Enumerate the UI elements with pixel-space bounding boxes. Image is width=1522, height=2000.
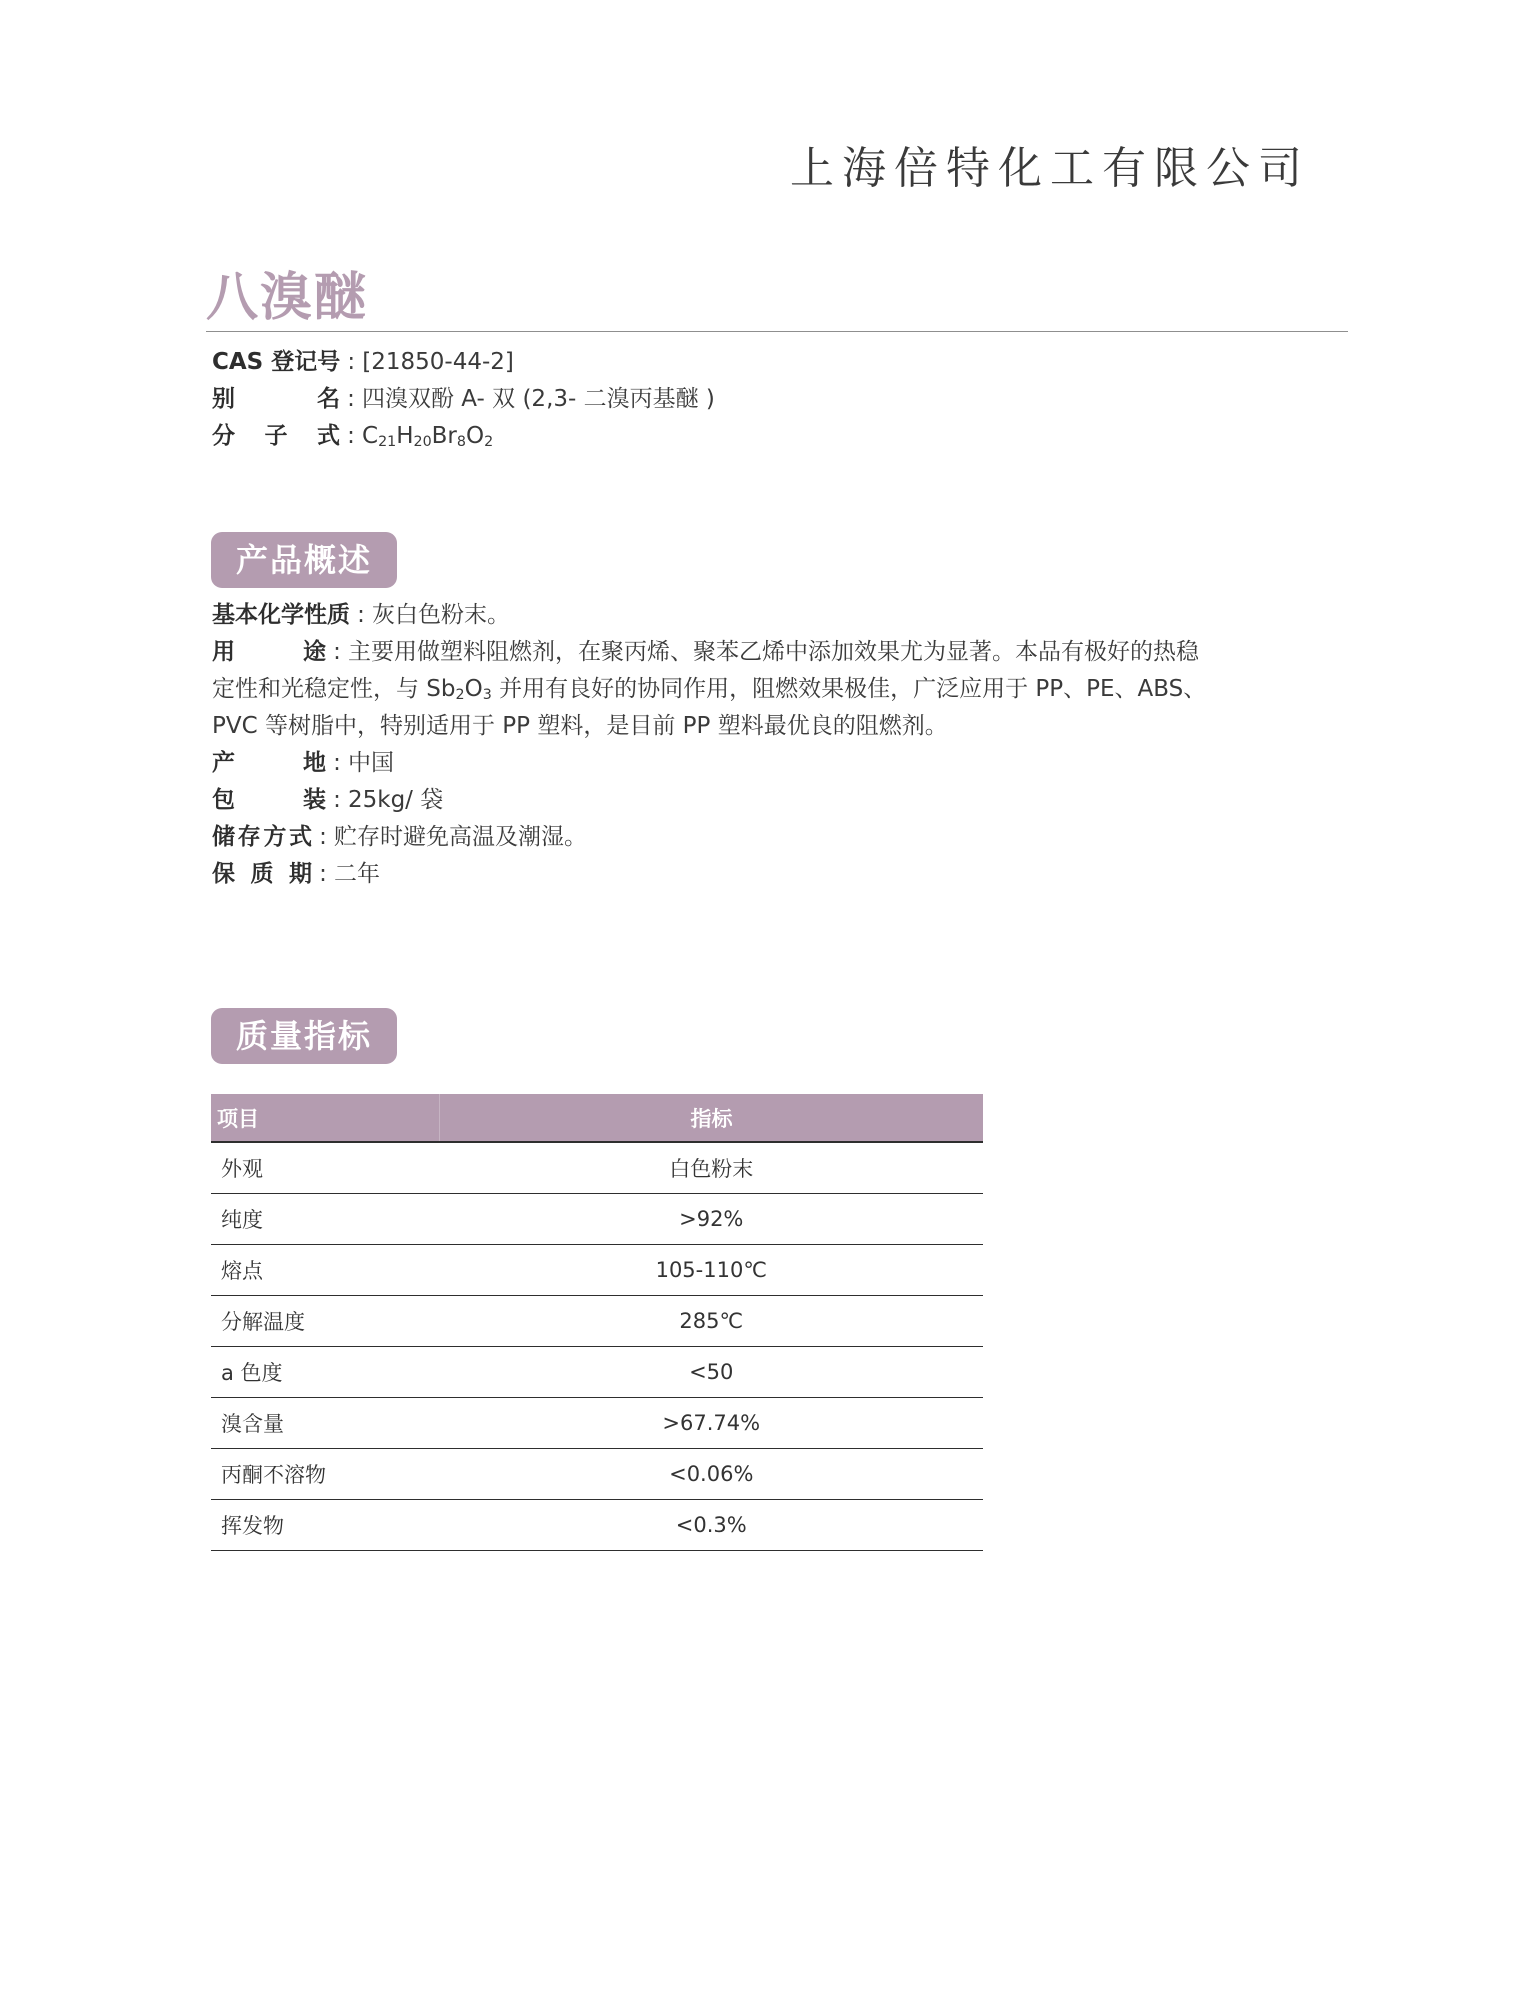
colon: : <box>347 423 355 449</box>
title-divider <box>206 331 1348 332</box>
table-row <box>211 1296 983 1347</box>
use-line-2 <box>212 671 1272 708</box>
colon: : <box>333 750 341 776</box>
alias-label: 别名 <box>212 386 340 412</box>
origin-value: 中国 <box>348 750 394 776</box>
table-row <box>211 1449 983 1500</box>
table-row <box>211 1398 983 1449</box>
row-spec: 285℃ <box>440 1296 984 1347</box>
formula-br: Br <box>431 423 457 449</box>
use-line-2-b: O <box>464 676 483 702</box>
row-spec: >67.74% <box>440 1398 984 1449</box>
properties-value: 灰白色粉末。 <box>372 602 510 628</box>
row-spec: 白色粉末 <box>440 1142 984 1194</box>
formula-c: C <box>362 423 379 449</box>
row-item: 纯度 <box>211 1194 440 1245</box>
formula-row <box>212 418 715 455</box>
cas-label: CAS 登记号 <box>212 349 341 375</box>
use-line-2-a: 定性和光稳定性，与 Sb <box>212 676 456 702</box>
formula-o-count: 2 <box>484 434 494 450</box>
formula-br-count: 8 <box>456 434 466 450</box>
formula-h-count: 20 <box>413 434 432 450</box>
properties-label: 基本化学性质 <box>212 602 350 628</box>
row-spec: <50 <box>440 1347 984 1398</box>
quality-table <box>211 1094 983 1551</box>
product-title: 八溴醚 <box>206 268 369 328</box>
use-line-2-sub-2: 3 <box>482 687 492 703</box>
shelf-row <box>212 856 1272 893</box>
table-row <box>211 1245 983 1296</box>
colon: : <box>347 386 355 412</box>
origin-row <box>212 745 1272 782</box>
company-name: 上海倍特化工有限公司 <box>790 143 1310 194</box>
use-label: 用途 <box>212 639 326 665</box>
properties-row <box>212 597 1272 634</box>
row-item: 丙酮不溶物 <box>211 1449 440 1500</box>
row-spec: <0.3% <box>440 1500 984 1551</box>
table-row <box>211 1500 983 1551</box>
table-header-row <box>211 1094 983 1142</box>
use-line-2-c: 并用有良好的协同作用，阻燃效果极佳，广泛应用于 PP、PE、ABS、 <box>491 676 1207 702</box>
product-meta <box>212 344 715 455</box>
colon: : <box>333 787 341 813</box>
table-row <box>211 1142 983 1194</box>
row-item: 熔点 <box>211 1245 440 1296</box>
packaging-label: 包装 <box>212 787 326 813</box>
header-spec: 指标 <box>440 1094 984 1142</box>
colon: : <box>319 861 327 887</box>
origin-label: 产地 <box>212 750 326 776</box>
shelf-label: 保质期 <box>212 861 312 887</box>
alias-row <box>212 381 715 418</box>
row-item: 溴含量 <box>211 1398 440 1449</box>
storage-label: 储存方式 <box>212 824 312 850</box>
formula-value <box>362 423 493 449</box>
row-spec: >92% <box>440 1194 984 1245</box>
colon: : <box>347 349 356 375</box>
row-item: a 色度 <box>211 1347 440 1398</box>
colon: : <box>357 602 365 628</box>
packaging-value: 25kg/ 袋 <box>348 787 444 813</box>
quality-heading: 质量指标 <box>211 1008 397 1064</box>
row-spec: <0.06% <box>440 1449 984 1500</box>
colon: : <box>333 639 341 665</box>
use-row <box>212 634 1272 671</box>
use-line-2-sub-1: 2 <box>455 687 465 703</box>
colon: : <box>319 824 327 850</box>
row-item: 外观 <box>211 1142 440 1194</box>
formula-label: 分子式 <box>212 423 340 449</box>
table-row <box>211 1347 983 1398</box>
table-row <box>211 1194 983 1245</box>
use-line-3: PVC 等树脂中，特别适用于 PP 塑料，是目前 PP 塑料最优良的阻燃剂。 <box>212 713 948 739</box>
cas-row <box>212 344 715 381</box>
use-line-1: 主要用做塑料阻燃剂，在聚丙烯、聚苯乙烯中添加效果尤为显著。本品有极好的热稳 <box>348 639 1199 665</box>
shelf-value: 二年 <box>334 861 380 887</box>
formula-o: O <box>465 423 485 449</box>
storage-row <box>212 819 1272 856</box>
row-item: 挥发物 <box>211 1500 440 1551</box>
alias-value: 四溴双酚 A- 双 (2,3- 二溴丙基醚 ) <box>362 386 715 412</box>
cas-value: [21850-44-2] <box>362 349 514 375</box>
formula-c-count: 21 <box>378 434 397 450</box>
row-spec: 105-110℃ <box>440 1245 984 1296</box>
row-item: 分解温度 <box>211 1296 440 1347</box>
formula-h: H <box>396 423 414 449</box>
overview-heading: 产品概述 <box>211 532 397 588</box>
storage-value: 贮存时避免高温及潮湿。 <box>334 824 587 850</box>
header-item: 项目 <box>211 1094 440 1142</box>
packaging-row <box>212 782 1272 819</box>
overview-section <box>212 597 1272 893</box>
